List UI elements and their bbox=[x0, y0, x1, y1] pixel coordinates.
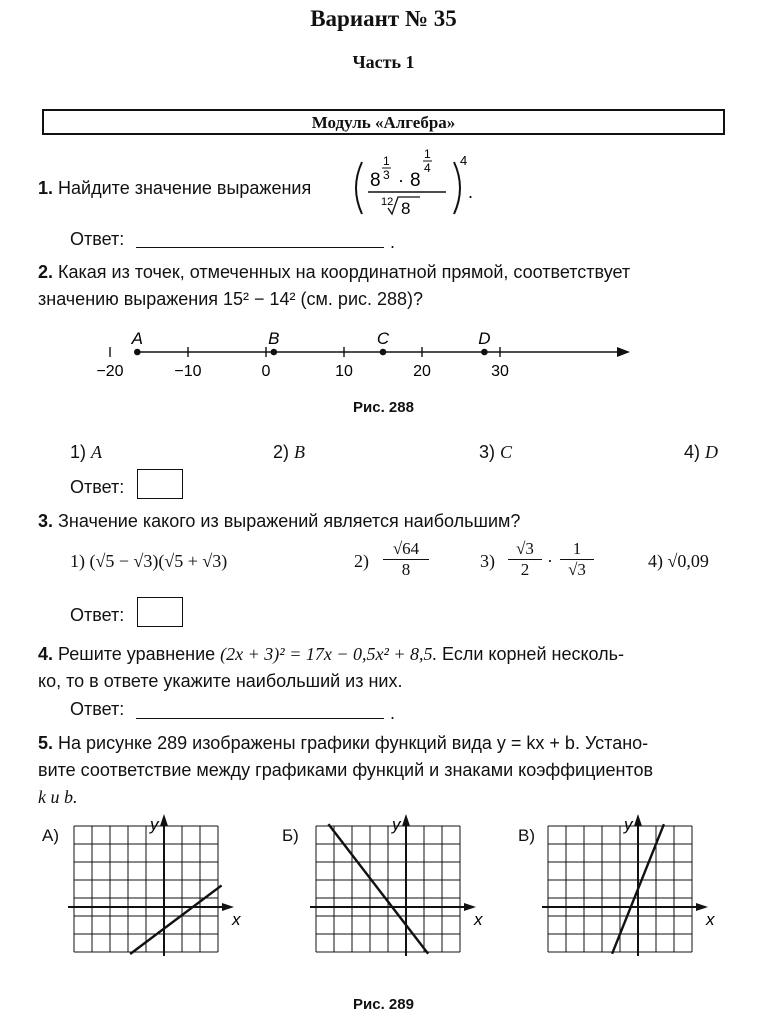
number-line-tick-label: 30 bbox=[491, 363, 509, 380]
number-line-tick-label: −10 bbox=[174, 363, 202, 380]
number-line-point-label: A bbox=[131, 329, 143, 348]
q1-exp2-den: 4 bbox=[424, 161, 431, 175]
q4-text-line2: ко, то в ответе укажите наибольший из них. bbox=[38, 671, 403, 691]
q5-number: 5. bbox=[38, 733, 54, 753]
number-line-tick-label: 10 bbox=[335, 363, 353, 380]
q4-equation: (2x + 3)² = 17x − 0,5x² + 8,5. bbox=[220, 644, 438, 664]
q2-answer-box[interactable] bbox=[137, 469, 183, 499]
q2-number-line bbox=[96, 322, 640, 386]
q4-answer-period: . bbox=[390, 703, 396, 723]
y-axis-arrow bbox=[634, 814, 642, 826]
y-axis-label: y bbox=[150, 815, 159, 834]
number-line-tick-label: −20 bbox=[96, 363, 124, 380]
graph-b-label: Б) bbox=[282, 826, 299, 845]
q2-answer-label: Ответ: bbox=[70, 477, 125, 497]
y-axis-label: y bbox=[624, 815, 633, 834]
q5-text-line3: k и b. bbox=[38, 787, 78, 807]
question-4 bbox=[38, 641, 748, 668]
question-2 bbox=[38, 259, 738, 286]
module-header bbox=[42, 109, 725, 135]
q2-option-4[interactable]: 4) D bbox=[684, 442, 719, 462]
function-line bbox=[130, 885, 221, 954]
q1-answer-label: Ответ: bbox=[70, 229, 125, 249]
question-5 bbox=[38, 730, 748, 757]
q1-outer-exp: 4 bbox=[460, 153, 468, 168]
graph-c-label: В) bbox=[518, 826, 535, 845]
q2-text-line1: Какая из точек, отмеченных на координатной прямой, соответствует bbox=[58, 262, 631, 282]
q4-answer-label: Ответ: bbox=[70, 699, 125, 719]
q1-exp2-num: 1 bbox=[424, 147, 431, 161]
q1-expression bbox=[348, 148, 488, 228]
y-axis-arrow bbox=[160, 814, 168, 826]
module-title: Модуль «Алгебра» bbox=[311, 113, 456, 132]
number-line-point-b bbox=[271, 349, 278, 356]
q3-option-3-label[interactable]: 3) bbox=[480, 551, 495, 571]
number-line-point-d bbox=[481, 349, 488, 356]
question-3 bbox=[38, 508, 520, 535]
graph-b bbox=[306, 814, 502, 974]
x-axis-label: x bbox=[232, 910, 241, 929]
graph-a bbox=[64, 814, 256, 974]
q4-number: 4. bbox=[38, 644, 54, 664]
q3-option-4[interactable]: 4) √0,09 bbox=[648, 551, 709, 571]
figure-289-caption: Рис. 289 bbox=[353, 996, 414, 1013]
q3-option-3-fraction-1: √3 2 bbox=[508, 539, 542, 580]
number-line-point-label: C bbox=[376, 329, 390, 348]
graph-c bbox=[538, 814, 734, 974]
number-line-point-label: B bbox=[268, 329, 280, 348]
x-axis-label: x bbox=[706, 910, 715, 929]
q2-option-3[interactable]: 3) C bbox=[479, 442, 513, 462]
q4-text-suffix: Если корней несколь- bbox=[442, 644, 625, 664]
q1-exp1-den: 3 bbox=[383, 168, 390, 182]
q5-text-line1: На рисунке 289 изображены графики функций вида y = kx + b. Устано- bbox=[58, 733, 649, 753]
question-1 bbox=[38, 175, 311, 202]
q4-answer-field[interactable] bbox=[136, 698, 384, 719]
q3-option-3-dot: · bbox=[547, 551, 553, 571]
q3-option-2-fraction: √64 8 bbox=[383, 539, 429, 580]
page-title: Вариант № 35 bbox=[310, 6, 457, 31]
q2-number: 2. bbox=[38, 262, 54, 282]
q2-option-1[interactable]: 1) A bbox=[70, 442, 103, 462]
q1-answer-period: . bbox=[390, 232, 396, 252]
graph-a-label: А) bbox=[42, 826, 59, 845]
q1-number: 1. bbox=[38, 178, 54, 198]
q1-dot: · bbox=[398, 170, 404, 190]
q5-text-line2: вите соответствие между графиками функций и знаками коэффициентов bbox=[38, 760, 654, 780]
q1-base1: 8 bbox=[370, 170, 381, 191]
part-title: Часть 1 bbox=[352, 52, 415, 72]
number-line-tick-label: 0 bbox=[261, 363, 271, 380]
q3-answer-label: Ответ: bbox=[70, 605, 125, 625]
q1-root-arg: 8 bbox=[401, 199, 411, 218]
q3-option-3-fraction-2: 1 √3 bbox=[560, 539, 594, 580]
y-axis-arrow bbox=[402, 814, 410, 826]
q3-answer-box[interactable] bbox=[137, 597, 183, 627]
x-axis-label: x bbox=[474, 910, 483, 929]
q1-text: Найдите значение выражения bbox=[58, 178, 312, 198]
number-line-point-a bbox=[134, 349, 141, 356]
q3-option-2-label[interactable]: 2) bbox=[354, 551, 369, 571]
q1-exp1-num: 1 bbox=[383, 154, 390, 168]
q1-root-index: 12 bbox=[381, 196, 394, 208]
q2-option-2[interactable]: 2) B bbox=[273, 442, 306, 462]
q3-number: 3. bbox=[38, 511, 54, 531]
q3-option-1[interactable]: 1) (√5 − √3)(√5 + √3) bbox=[70, 551, 228, 571]
q3-text: Значение какого из выражений является наибольшим? bbox=[58, 511, 521, 531]
y-axis-label: y bbox=[392, 815, 401, 834]
number-line-point-label: D bbox=[478, 329, 491, 348]
q1-base2: 8 bbox=[410, 170, 421, 191]
number-line-tick-label: 20 bbox=[413, 363, 431, 380]
q1-answer-field[interactable] bbox=[136, 227, 384, 248]
figure-288-caption: Рис. 288 bbox=[353, 399, 414, 416]
q1-period: . bbox=[468, 182, 474, 202]
q2-text-line2: значению выражения 15² − 14² (см. рис. 288)? bbox=[38, 289, 424, 309]
number-line-point-c bbox=[380, 349, 387, 356]
q4-text-prefix: Решите уравнение bbox=[58, 644, 216, 664]
